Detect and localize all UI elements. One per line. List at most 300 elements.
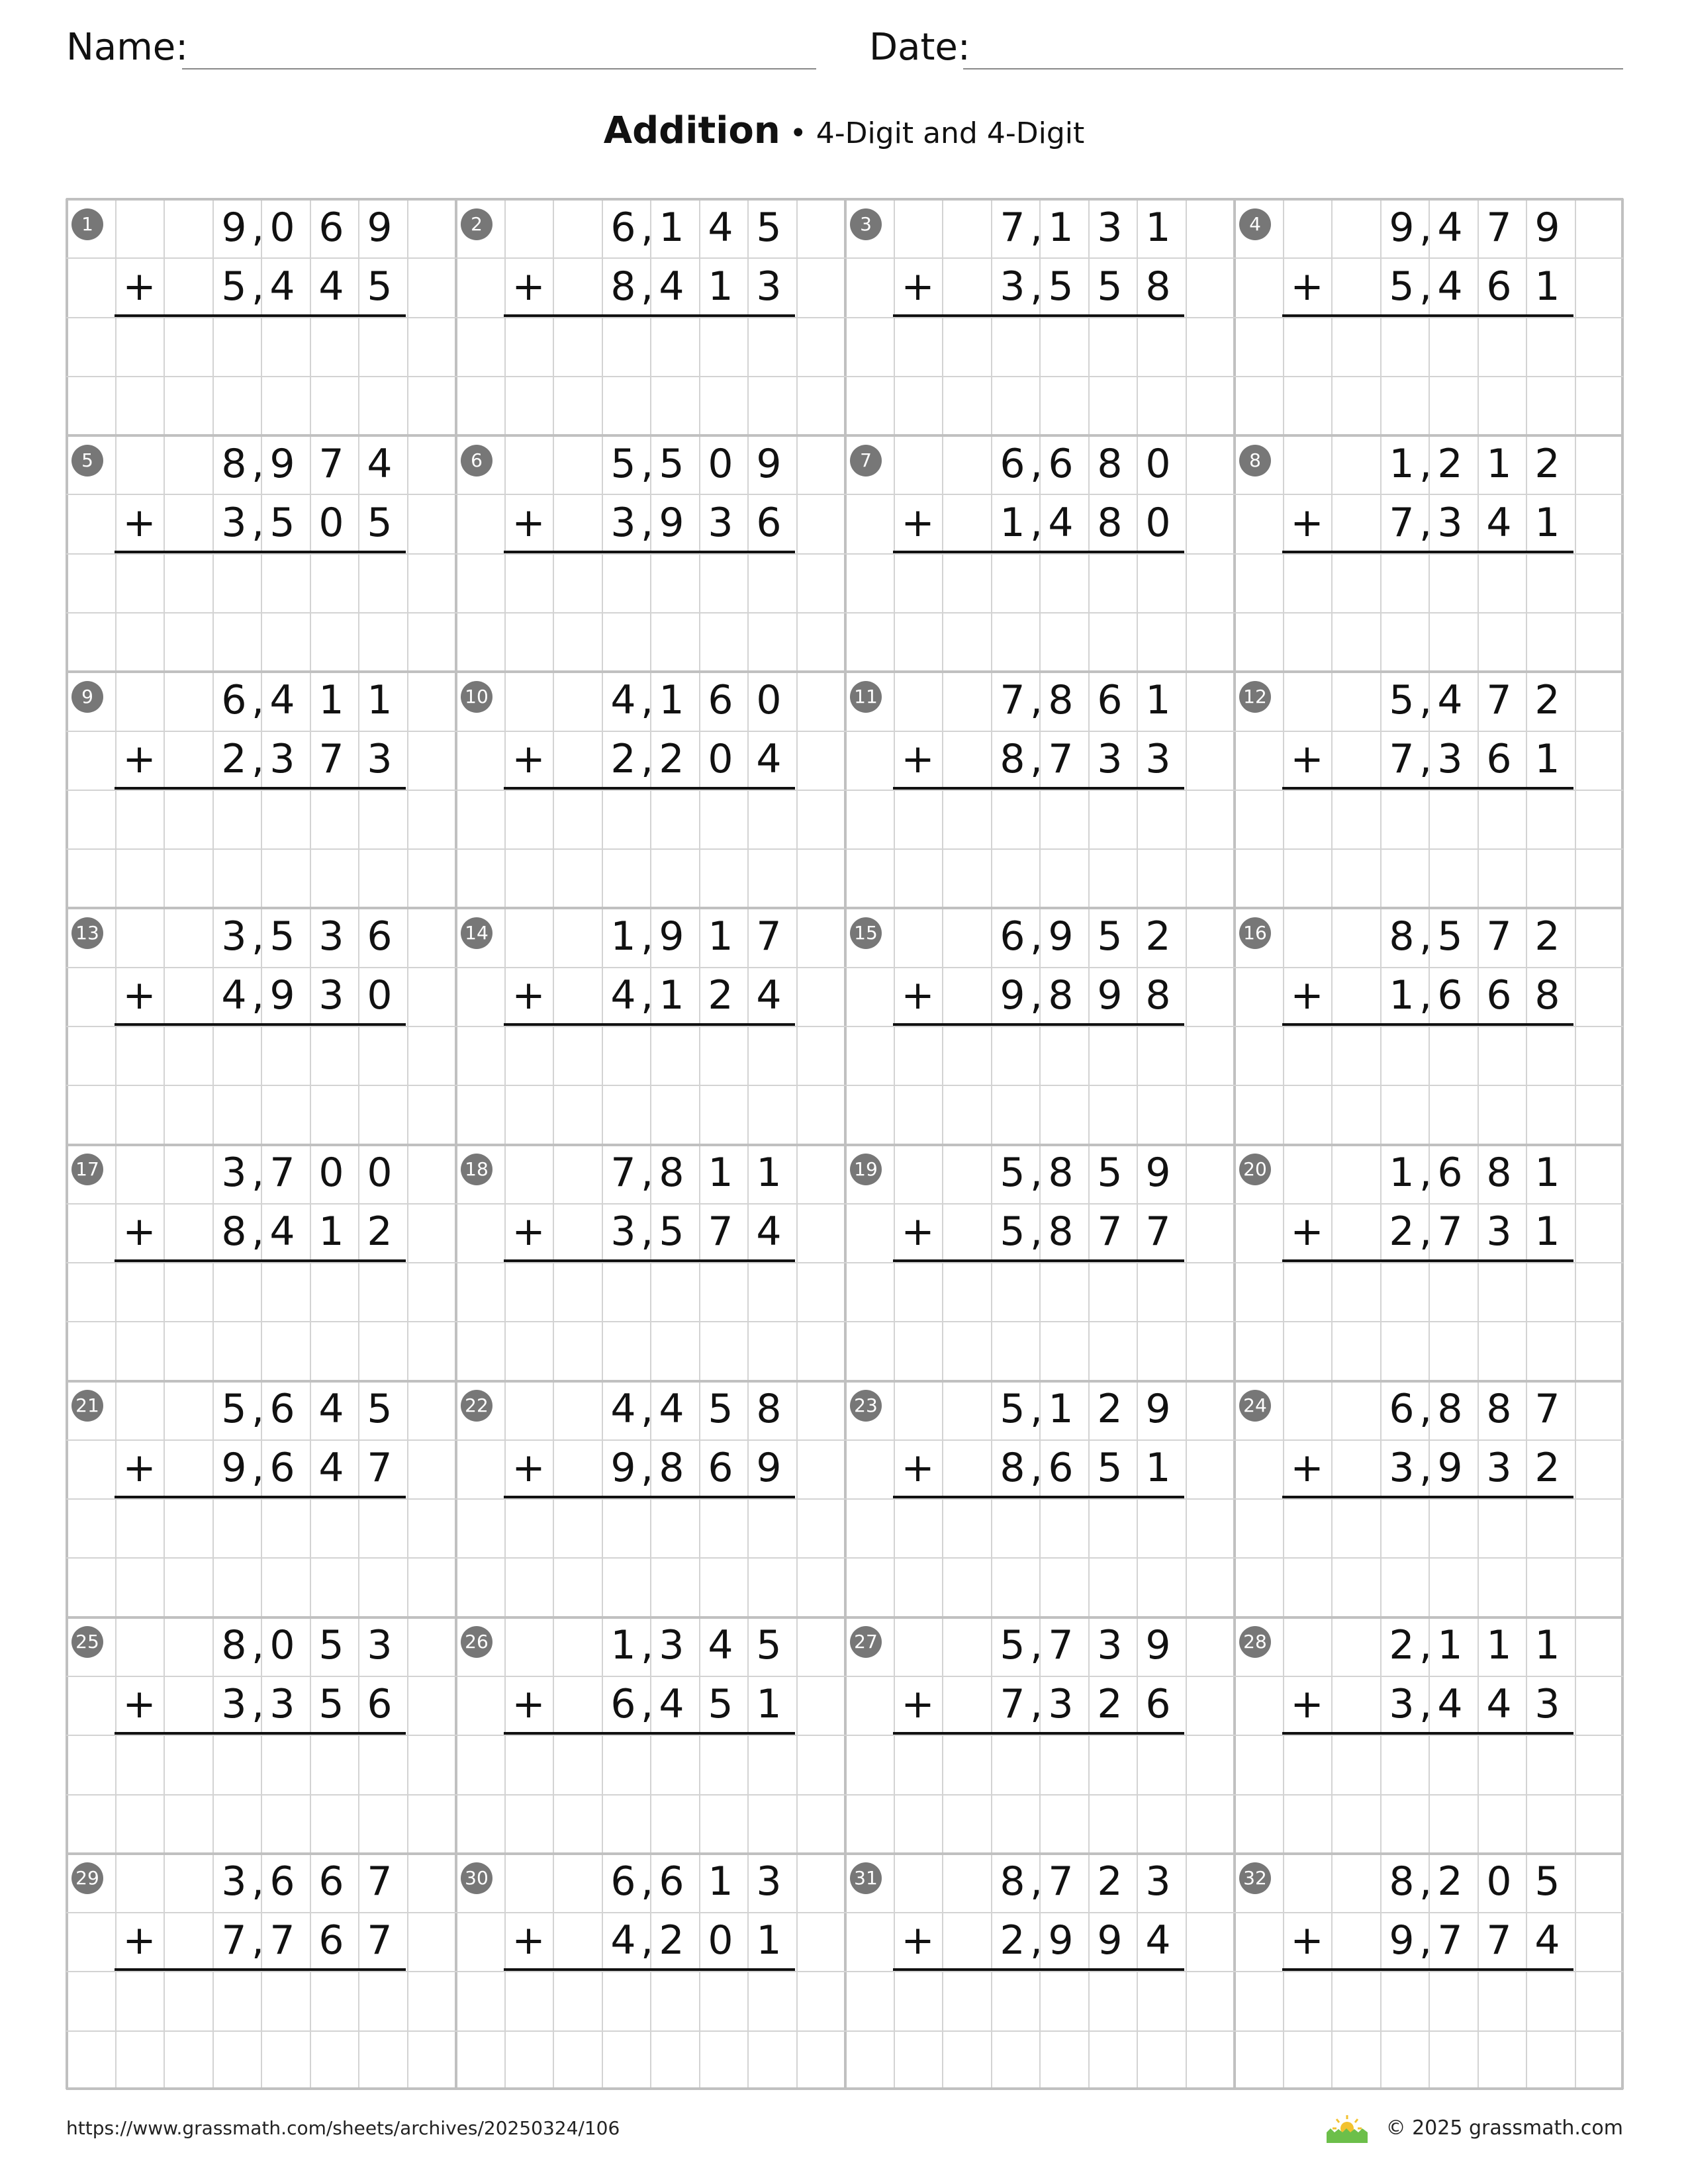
- thousands-comma: ,: [641, 1917, 654, 1964]
- addend-top-digit: 9: [1145, 1622, 1171, 1668]
- addition-problem: [455, 1616, 845, 1852]
- thousands-comma: ,: [1030, 1386, 1043, 1432]
- date-label: Date:: [869, 26, 970, 69]
- addend-bottom-digit: 3: [367, 736, 393, 782]
- problem-number-badge: 32: [1239, 1862, 1271, 1894]
- addend-bottom-digit: 4: [756, 972, 782, 1019]
- addend-top-digit: 1: [610, 1622, 636, 1668]
- grass-sun-logo-icon: [1324, 2111, 1370, 2144]
- problem-number-badge: 19: [850, 1154, 882, 1185]
- addend-top-digit: 0: [367, 1150, 393, 1196]
- addend-top-digit: 6: [318, 205, 344, 251]
- addend-top-digit: 0: [1486, 1858, 1512, 1905]
- thousands-comma: ,: [1419, 263, 1432, 310]
- addend-bottom-digit: 5: [659, 1208, 684, 1255]
- addend-bottom-digit: 9: [221, 1445, 247, 1491]
- addend-bottom-digit: 2: [659, 736, 684, 782]
- addend-bottom-digit: 8: [221, 1208, 247, 1255]
- thousands-comma: ,: [252, 205, 265, 251]
- addend-top-digit: 1: [1389, 441, 1415, 487]
- addition-problem: [845, 907, 1234, 1144]
- answer-area[interactable]: [894, 1026, 1186, 1144]
- problem-number-badge: 23: [850, 1390, 882, 1422]
- addend-bottom-digit: 9: [610, 1445, 636, 1491]
- addend-bottom-digit: 7: [318, 736, 344, 782]
- addend-top-digit: 1: [708, 1858, 733, 1905]
- thousands-comma: ,: [252, 677, 265, 723]
- addition-problem: [1234, 1144, 1623, 1380]
- addend-top-digit: 1: [659, 677, 684, 723]
- answer-area[interactable]: [1283, 1262, 1575, 1381]
- thousands-comma: ,: [1030, 441, 1043, 487]
- plus-operator: +: [1290, 736, 1324, 782]
- addend-bottom-digit: 6: [756, 500, 782, 546]
- addition-problem: [1234, 1616, 1623, 1852]
- answer-area[interactable]: [1283, 1498, 1575, 1617]
- addend-bottom-digit: 7: [221, 1917, 247, 1964]
- problem-number-badge: 27: [850, 1626, 882, 1658]
- problem-number-badge: 29: [71, 1862, 103, 1894]
- addend-top-digit: 4: [1437, 677, 1463, 723]
- problem-number-badge: 18: [461, 1154, 492, 1185]
- thousands-comma: ,: [252, 913, 265, 960]
- thousands-comma: ,: [252, 972, 265, 1019]
- problem-number-badge: 26: [461, 1626, 492, 1658]
- addend-bottom-digit: 5: [269, 500, 295, 546]
- thousands-comma: ,: [1419, 1681, 1432, 1727]
- addend-top-digit: 5: [1000, 1150, 1025, 1196]
- answer-area[interactable]: [504, 1262, 796, 1381]
- problem-number-badge: 4: [1239, 208, 1271, 240]
- addend-top-digit: 9: [367, 205, 393, 251]
- addend-top-digit: 3: [318, 913, 344, 960]
- addition-problem: [455, 435, 845, 671]
- addend-top-digit: 6: [1389, 1386, 1415, 1432]
- addend-top-digit: 5: [1097, 1150, 1123, 1196]
- answer-area[interactable]: [115, 1026, 407, 1144]
- addend-bottom-digit: 5: [1097, 263, 1123, 310]
- thousands-comma: ,: [1030, 1445, 1043, 1491]
- plus-operator: +: [512, 1445, 545, 1491]
- addend-top-digit: 7: [318, 441, 344, 487]
- addend-top-digit: 9: [221, 205, 247, 251]
- problem-number-badge: 30: [461, 1862, 492, 1894]
- addend-bottom-digit: 6: [708, 1445, 733, 1491]
- thousands-comma: ,: [641, 1386, 654, 1432]
- addend-top-digit: 1: [708, 913, 733, 960]
- thousands-comma: ,: [1030, 1150, 1043, 1196]
- addend-top-digit: 0: [269, 1622, 295, 1668]
- addend-bottom-digit: 9: [1000, 972, 1025, 1019]
- addend-bottom-digit: 2: [221, 736, 247, 782]
- problem-number-badge: 16: [1239, 917, 1271, 949]
- answer-area[interactable]: [894, 1262, 1186, 1381]
- addend-top-digit: 1: [756, 1150, 782, 1196]
- addend-top-digit: 8: [221, 441, 247, 487]
- addend-bottom-digit: 3: [1534, 1681, 1560, 1727]
- thousands-comma: ,: [252, 1681, 265, 1727]
- addend-top-digit: 6: [1437, 1150, 1463, 1196]
- plus-operator: +: [901, 1208, 935, 1255]
- plus-operator: +: [512, 736, 545, 782]
- addend-top-digit: 6: [367, 913, 393, 960]
- addend-top-digit: 8: [1048, 1150, 1074, 1196]
- thousands-comma: ,: [252, 1858, 265, 1905]
- problem-number-badge: 28: [1239, 1626, 1271, 1658]
- addend-bottom-digit: 7: [1048, 736, 1074, 782]
- addition-problem: [1234, 1380, 1623, 1616]
- addend-bottom-digit: 3: [708, 500, 733, 546]
- addition-problem: [1234, 671, 1623, 907]
- problem-number-badge: 14: [461, 917, 492, 949]
- thousands-comma: ,: [641, 1208, 654, 1255]
- addition-problem: [1234, 435, 1623, 671]
- addend-top-digit: 0: [318, 1150, 344, 1196]
- thousands-comma: ,: [1030, 736, 1043, 782]
- addend-bottom-digit: 3: [1389, 1445, 1415, 1491]
- addend-top-digit: 4: [610, 1386, 636, 1432]
- addend-top-digit: 6: [1048, 441, 1074, 487]
- addend-bottom-digit: 3: [1437, 736, 1463, 782]
- answer-area[interactable]: [115, 317, 407, 435]
- thousands-comma: ,: [641, 263, 654, 310]
- addition-problem: [455, 1380, 845, 1616]
- answer-area[interactable]: [115, 1971, 407, 2089]
- thousands-comma: ,: [641, 736, 654, 782]
- addend-bottom-digit: 3: [1145, 736, 1171, 782]
- problem-number-badge: 15: [850, 917, 882, 949]
- addend-bottom-digit: 2: [1534, 1445, 1560, 1491]
- addend-top-digit: 7: [1000, 677, 1025, 723]
- thousands-comma: ,: [1419, 1858, 1432, 1905]
- answer-area[interactable]: [115, 1262, 407, 1381]
- addend-top-digit: 8: [1486, 1150, 1512, 1196]
- addend-bottom-digit: 6: [1486, 736, 1512, 782]
- thousands-comma: ,: [641, 972, 654, 1019]
- plus-operator: +: [122, 736, 156, 782]
- addend-bottom-digit: 3: [1389, 1681, 1415, 1727]
- answer-area[interactable]: [1283, 1971, 1575, 2089]
- addend-bottom-digit: 6: [610, 1681, 636, 1727]
- addend-top-digit: 2: [1534, 677, 1560, 723]
- addend-bottom-digit: 6: [1048, 1445, 1074, 1491]
- addend-top-digit: 3: [1145, 1858, 1171, 1905]
- footer-copyright: © 2025 grassmath.com: [1385, 2116, 1623, 2140]
- addend-top-digit: 2: [1097, 1386, 1123, 1432]
- addend-bottom-digit: 4: [269, 263, 295, 310]
- addend-bottom-digit: 2: [1097, 1681, 1123, 1727]
- addend-top-digit: 4: [367, 441, 393, 487]
- thousands-comma: ,: [1419, 1150, 1432, 1196]
- answer-area[interactable]: [115, 1735, 407, 1853]
- addend-bottom-digit: 9: [659, 500, 684, 546]
- name-label: Name:: [66, 26, 189, 69]
- addend-bottom-digit: 4: [269, 1208, 295, 1255]
- addend-top-digit: 3: [367, 1622, 393, 1668]
- addend-bottom-digit: 4: [1486, 1681, 1512, 1727]
- addend-bottom-digit: 7: [269, 1917, 295, 1964]
- answer-area[interactable]: [1283, 317, 1575, 435]
- answer-area[interactable]: [894, 317, 1186, 435]
- thousands-comma: ,: [1419, 677, 1432, 723]
- addend-top-digit: 1: [318, 677, 344, 723]
- addend-bottom-digit: 3: [1486, 1208, 1512, 1255]
- thousands-comma: ,: [1419, 500, 1432, 546]
- name-line[interactable]: [182, 68, 816, 69]
- addend-top-digit: 7: [269, 1150, 295, 1196]
- thousands-comma: ,: [252, 1622, 265, 1668]
- addend-bottom-digit: 3: [269, 1681, 295, 1727]
- problem-number-badge: 21: [71, 1390, 103, 1422]
- title-separator: •: [780, 116, 816, 150]
- addend-bottom-digit: 8: [1048, 1208, 1074, 1255]
- addend-bottom-digit: 8: [1534, 972, 1560, 1019]
- addend-bottom-digit: 5: [1048, 263, 1074, 310]
- addend-top-digit: 5: [1534, 1858, 1560, 1905]
- thousands-comma: ,: [641, 1622, 654, 1668]
- thousands-comma: ,: [1419, 736, 1432, 782]
- problem-number-badge: 8: [1239, 445, 1271, 477]
- answer-area[interactable]: [504, 790, 796, 908]
- worksheet-title: [0, 106, 1688, 159]
- plus-operator: +: [122, 263, 156, 310]
- thousands-comma: ,: [252, 441, 265, 487]
- addend-bottom-digit: 2: [708, 972, 733, 1019]
- addend-top-digit: 6: [1097, 677, 1123, 723]
- addend-top-digit: 8: [756, 1386, 782, 1432]
- addition-problem: [66, 1380, 455, 1616]
- date-line[interactable]: [963, 68, 1623, 69]
- addition-problem: [66, 1616, 455, 1852]
- addend-bottom-digit: 4: [610, 1917, 636, 1964]
- thousands-comma: ,: [1030, 500, 1043, 546]
- thousands-comma: ,: [641, 500, 654, 546]
- plus-operator: +: [901, 1917, 935, 1964]
- addend-bottom-digit: 9: [269, 972, 295, 1019]
- addend-top-digit: 5: [1437, 913, 1463, 960]
- addend-bottom-digit: 3: [1000, 263, 1025, 310]
- plus-operator: +: [512, 1681, 545, 1727]
- answer-area[interactable]: [894, 1971, 1186, 2089]
- addend-top-digit: 9: [1389, 205, 1415, 251]
- addend-bottom-digit: 8: [1145, 263, 1171, 310]
- problem-number-badge: 3: [850, 208, 882, 240]
- addend-top-digit: 9: [1048, 913, 1074, 960]
- addend-bottom-digit: 4: [1437, 1681, 1463, 1727]
- addend-bottom-digit: 0: [1145, 500, 1171, 546]
- addend-bottom-digit: 6: [269, 1445, 295, 1491]
- addend-top-digit: 3: [221, 1150, 247, 1196]
- answer-area[interactable]: [894, 790, 1186, 908]
- problem-number-badge: 9: [71, 681, 103, 713]
- problem-number-badge: 25: [71, 1626, 103, 1658]
- addend-top-digit: 8: [1389, 913, 1415, 960]
- addend-top-digit: 3: [1097, 205, 1123, 251]
- addend-bottom-digit: 7: [367, 1445, 393, 1491]
- plus-operator: +: [1290, 972, 1324, 1019]
- answer-area[interactable]: [504, 1498, 796, 1617]
- thousands-comma: ,: [252, 1208, 265, 1255]
- addition-problem: [66, 435, 455, 671]
- plus-operator: +: [122, 972, 156, 1019]
- addend-top-digit: 5: [367, 1386, 393, 1432]
- addend-bottom-digit: 1: [318, 1208, 344, 1255]
- addend-top-digit: 8: [221, 1622, 247, 1668]
- addend-top-digit: 5: [756, 1622, 782, 1668]
- addition-problem: [845, 1380, 1234, 1616]
- addend-top-digit: 6: [318, 1858, 344, 1905]
- addend-top-digit: 5: [708, 1386, 733, 1432]
- addend-top-digit: 6: [708, 677, 733, 723]
- addend-bottom-digit: 8: [659, 1445, 684, 1491]
- thousands-comma: ,: [641, 1681, 654, 1727]
- addend-top-digit: 1: [1486, 441, 1512, 487]
- plus-operator: +: [512, 500, 545, 546]
- addend-bottom-digit: 6: [1486, 263, 1512, 310]
- plus-operator: +: [901, 1681, 935, 1727]
- thousands-comma: ,: [1030, 1208, 1043, 1255]
- addend-top-digit: 8: [659, 1150, 684, 1196]
- addend-bottom-digit: 7: [1437, 1208, 1463, 1255]
- addend-bottom-digit: 1: [1534, 1208, 1560, 1255]
- plus-operator: +: [512, 972, 545, 1019]
- addend-top-digit: 5: [269, 913, 295, 960]
- plus-operator: +: [122, 1681, 156, 1727]
- addend-top-digit: 7: [367, 1858, 393, 1905]
- addend-bottom-digit: 5: [1097, 1445, 1123, 1491]
- plus-operator: +: [1290, 1917, 1324, 1964]
- addend-bottom-digit: 6: [1145, 1681, 1171, 1727]
- addition-problem: [455, 1144, 845, 1380]
- addend-top-digit: 7: [1486, 677, 1512, 723]
- addend-bottom-digit: 8: [1048, 972, 1074, 1019]
- addend-bottom-digit: 5: [367, 263, 393, 310]
- answer-area[interactable]: [504, 1026, 796, 1144]
- addition-problem: [1234, 199, 1623, 435]
- plus-operator: +: [1290, 263, 1324, 310]
- answer-area[interactable]: [1283, 790, 1575, 908]
- addend-bottom-digit: 8: [1000, 736, 1025, 782]
- thousands-comma: ,: [252, 1917, 265, 1964]
- addend-top-digit: 5: [610, 441, 636, 487]
- thousands-comma: ,: [252, 736, 265, 782]
- answer-area[interactable]: [894, 1498, 1186, 1617]
- answer-area[interactable]: [1283, 1026, 1575, 1144]
- problem-number-badge: 20: [1239, 1154, 1271, 1185]
- addend-bottom-digit: 7: [1389, 736, 1415, 782]
- problem-number-badge: 2: [461, 208, 492, 240]
- addend-bottom-digit: 4: [659, 263, 684, 310]
- thousands-comma: ,: [1419, 972, 1432, 1019]
- addend-bottom-digit: 9: [1097, 1917, 1123, 1964]
- thousands-comma: ,: [1419, 1917, 1432, 1964]
- addend-top-digit: 2: [1389, 1622, 1415, 1668]
- thousands-comma: ,: [1030, 1622, 1043, 1668]
- addition-problem: [66, 199, 455, 435]
- addend-top-digit: 2: [1437, 441, 1463, 487]
- thousands-comma: ,: [1419, 1208, 1432, 1255]
- answer-area[interactable]: [894, 553, 1186, 672]
- addend-top-digit: 1: [1534, 1150, 1560, 1196]
- addend-top-digit: 4: [269, 677, 295, 723]
- addend-bottom-digit: 4: [318, 263, 344, 310]
- addend-bottom-digit: 3: [610, 1208, 636, 1255]
- answer-area[interactable]: [504, 553, 796, 672]
- addend-bottom-digit: 5: [1389, 263, 1415, 310]
- thousands-comma: ,: [641, 677, 654, 723]
- thousands-comma: ,: [641, 1858, 654, 1905]
- addend-top-digit: 1: [367, 677, 393, 723]
- addend-top-digit: 1: [1437, 1622, 1463, 1668]
- addend-bottom-digit: 1: [659, 972, 684, 1019]
- addend-bottom-digit: 9: [1048, 1917, 1074, 1964]
- thousands-comma: ,: [1419, 1622, 1432, 1668]
- problem-number-badge: 12: [1239, 681, 1271, 713]
- answer-area[interactable]: [115, 790, 407, 908]
- problem-number-badge: 5: [71, 445, 103, 477]
- addend-top-digit: 8: [1389, 1858, 1415, 1905]
- addend-bottom-digit: 1: [708, 263, 733, 310]
- addend-top-digit: 7: [1048, 1622, 1074, 1668]
- answer-area[interactable]: [504, 1735, 796, 1853]
- addend-bottom-digit: 3: [1486, 1445, 1512, 1491]
- addend-bottom-digit: 3: [1097, 736, 1123, 782]
- answer-area[interactable]: [115, 1498, 407, 1617]
- answer-area[interactable]: [1283, 553, 1575, 672]
- addend-bottom-digit: 5: [367, 500, 393, 546]
- addition-problem: [455, 907, 845, 1144]
- answer-area[interactable]: [894, 1735, 1186, 1853]
- answer-area[interactable]: [504, 317, 796, 435]
- addend-top-digit: 1: [1048, 1386, 1074, 1432]
- addend-bottom-digit: 8: [1097, 500, 1123, 546]
- addend-top-digit: 9: [1534, 205, 1560, 251]
- addend-top-digit: 7: [1486, 913, 1512, 960]
- addend-top-digit: 8: [1437, 1386, 1463, 1432]
- title-subtitle: 4-Digit and 4-Digit: [816, 116, 1085, 150]
- addend-top-digit: 6: [610, 205, 636, 251]
- addend-bottom-digit: 1: [1145, 1445, 1171, 1491]
- plus-operator: +: [122, 1208, 156, 1255]
- addend-top-digit: 1: [1534, 1622, 1560, 1668]
- addend-bottom-digit: 9: [1389, 1917, 1415, 1964]
- plus-operator: +: [122, 500, 156, 546]
- thousands-comma: ,: [641, 205, 654, 251]
- addend-top-digit: 5: [1000, 1622, 1025, 1668]
- addend-bottom-digit: 7: [1097, 1208, 1123, 1255]
- addend-top-digit: 7: [1000, 205, 1025, 251]
- addend-top-digit: 5: [318, 1622, 344, 1668]
- addend-top-digit: 9: [1145, 1386, 1171, 1432]
- addend-top-digit: 4: [659, 1386, 684, 1432]
- addend-top-digit: 1: [1389, 1150, 1415, 1196]
- addend-top-digit: 0: [708, 441, 733, 487]
- addend-top-digit: 3: [1097, 1622, 1123, 1668]
- addend-bottom-digit: 5: [1000, 1208, 1025, 1255]
- thousands-comma: ,: [1419, 913, 1432, 960]
- answer-area[interactable]: [504, 1971, 796, 2089]
- problem-number-badge: 6: [461, 445, 492, 477]
- problem-number-badge: 11: [850, 681, 882, 713]
- addend-bottom-digit: 1: [1534, 736, 1560, 782]
- addend-top-digit: 2: [1145, 913, 1171, 960]
- thousands-comma: ,: [1030, 1858, 1043, 1905]
- answer-area[interactable]: [115, 553, 407, 672]
- addend-bottom-digit: 7: [1437, 1917, 1463, 1964]
- addition-problem: [1234, 1852, 1623, 2089]
- answer-area[interactable]: [1283, 1735, 1575, 1853]
- addend-bottom-digit: 4: [610, 972, 636, 1019]
